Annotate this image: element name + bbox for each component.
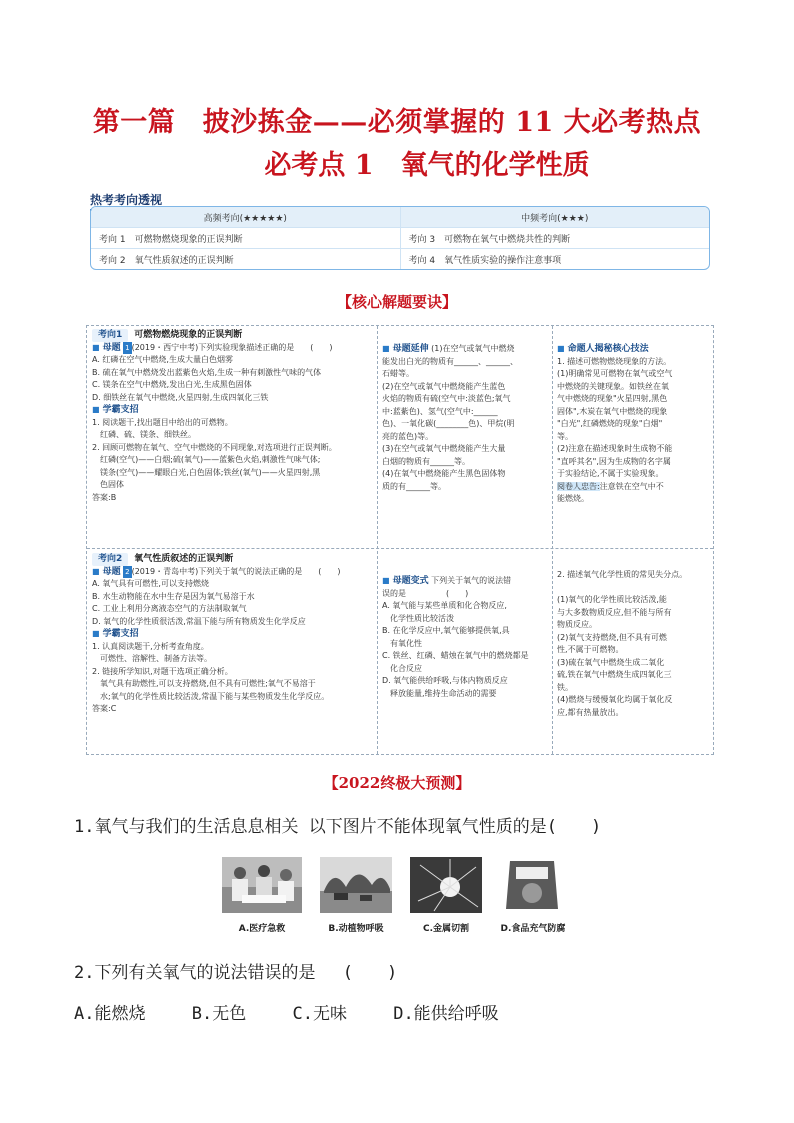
topic1-tag: 考向1 xyxy=(92,329,128,342)
topic-cell: 考向 4 氧气性质实验的操作注意事项 xyxy=(400,249,710,269)
extension-line: 中:蓝紫色)、氢气(空气中:______ xyxy=(382,406,498,416)
extension-line: (1)在空气或氧气中燃烧 xyxy=(431,344,515,353)
topic-cell: 考向 1 可燃物燃烧现象的正误判断 xyxy=(99,234,243,245)
technique-line: (2)氧气支持燃烧,但不具有可燃 xyxy=(557,632,667,642)
technique-line: 硫,铁在氧气中燃烧生成四氧化三 xyxy=(557,670,672,679)
hot-topics-table xyxy=(90,206,710,270)
topic2-technique xyxy=(552,566,712,752)
variant-line: 化学性质比较活泼 xyxy=(382,613,454,623)
question-label: ■ 母题 xyxy=(92,343,121,353)
caption-b: B.动植物呼吸 xyxy=(328,924,384,934)
topic1-main xyxy=(87,326,377,548)
technique-line: (1)明确常见可燃物在氧气或空气 xyxy=(557,369,673,378)
extension-line: 石蜡等。 xyxy=(382,369,414,378)
option: D. 细铁丝在氧气中燃烧,火星四射,生成四氧化三铁 xyxy=(92,392,269,402)
option-b[interactable]: B.无色 xyxy=(191,1004,247,1024)
topic2-variant xyxy=(377,572,552,752)
tip-line: 红磷(空气)——白烟;硫(氧气)——蓝紫色火焰,刺激性气味气体; xyxy=(92,455,321,464)
technique-line: 应,都有热量放出。 xyxy=(557,707,624,717)
tip-line: 水;氧气的化学性质比较活泼,常温下能与某些物质发生化学反应。 xyxy=(92,691,330,701)
tip-line: 2. 链接所学知识,对题干选项正确分析。 xyxy=(92,666,233,676)
variant-line: D. 氧气能供给呼吸,与体内物质反应 xyxy=(382,676,508,685)
topic1-title: 可燃物燃烧现象的正误判断 xyxy=(134,330,243,340)
variant-line: 有氧化性 xyxy=(382,638,422,648)
technique-line: (4)燃烧与缓慢氧化均属于氧化反 xyxy=(557,695,673,704)
option: A. 红磷在空气中燃烧,生成大量白色烟雾 xyxy=(92,355,233,364)
technique-line xyxy=(557,582,707,595)
variant-line: 误的是 ( ) xyxy=(382,588,469,598)
variant-label: ■ 母题变式 xyxy=(382,576,429,586)
tip-line: 2. 回顾可燃物在氧气、空气中燃烧的不同现象,对选项进行正误判断。 xyxy=(92,442,337,452)
variant-line: B. 在化学反应中,氧气能够提供氧,具 xyxy=(382,626,510,635)
option: B. 水生动物能在水中生存是因为氧气易溶于水 xyxy=(92,591,255,601)
technique-line: 气中燃烧的现象"火星四射,黑色 xyxy=(557,394,668,403)
option: D. 氧气的化学性质很活泼,常温下能与所有物质发生化学反应 xyxy=(92,616,306,626)
technique-line: 铁。 xyxy=(557,682,573,692)
technique-label: ■ 命题人揭秘核心技法 xyxy=(557,344,649,354)
extension-line: 火焰的物质有硫(空气中:淡蓝色;氧气 xyxy=(382,394,511,403)
page-title: 第一篇 披沙拣金——必须掌握的 11 大必考热点 xyxy=(92,107,702,138)
technique-line: 等。 xyxy=(557,431,573,441)
answer: 答案:B xyxy=(92,492,117,502)
tip-line: 可燃性、溶解性、制备方法等。 xyxy=(92,654,212,663)
grader-warning-label: 阅卷人忠告: xyxy=(557,481,600,491)
option: C. 工业上利用分离液态空气的方法制取氧气 xyxy=(92,604,247,613)
answer: 答案:C xyxy=(92,704,117,713)
tip-label: ■ 学霸支招 xyxy=(92,405,139,415)
tip-line: 氧气具有助燃性,可以支持燃烧,但不具有可燃性;氧气不易溶于 xyxy=(92,679,316,688)
option: C. 镁条在空气中燃烧,发出白光,生成黑色固体 xyxy=(92,380,252,389)
medical-rescue-photo xyxy=(222,857,302,913)
option-c[interactable]: C.无味 xyxy=(292,1004,347,1024)
extension-line: (4)在氧气中燃烧能产生黑色固体物 xyxy=(382,469,506,478)
page-subtitle: 必考点 1 氧气的化学性质 xyxy=(264,150,590,181)
extension-line: 能发出白光的物质有______、______、 xyxy=(382,356,518,366)
technique-line: (3)硫在氧气中燃烧生成二氧化 xyxy=(557,657,665,667)
variant-line: 释放能量,维持生命活动的需要 xyxy=(382,688,497,698)
question-number: 1 xyxy=(123,342,131,355)
extension-line: 色)、一氧化碳(________色)、甲烷(明 xyxy=(382,419,515,428)
caption-d: D.食品充气防腐 xyxy=(500,924,566,934)
tip-line: 镁条(空气)——耀眼白光,白色固体;铁丝(氧气)——火星四射,黑 xyxy=(92,467,321,477)
core-solution-table xyxy=(86,325,714,755)
option: B. 硫在氧气中燃烧发出蓝紫色火焰,生成一种有刺激性气味的气体 xyxy=(92,367,322,377)
technique-line: 2. 描述氧气化学性质的常见失分点。 xyxy=(557,570,688,579)
topic1-extension xyxy=(377,340,552,548)
animals-plants-photo xyxy=(320,857,392,913)
technique-line: "白光",红磷燃烧的现象"白烟" xyxy=(557,419,663,428)
topic2-main xyxy=(87,550,377,754)
food-package-photo xyxy=(500,857,564,913)
question-text: (2019・西宁中考)下列实验现象描述正确的是 ( ) xyxy=(131,342,333,352)
extension-line: (3)在空气或氧气中燃烧能产生大量 xyxy=(382,444,506,453)
tip-line: 色固体 xyxy=(92,480,124,489)
technique-line: (2)注意在描述现象时生成物不能 xyxy=(557,444,673,453)
metal-cutting-photo xyxy=(410,857,482,913)
extension-line: (2)在空气或氧气中燃烧能产生蓝色 xyxy=(382,381,506,391)
variant-line: 化合反应 xyxy=(382,663,422,673)
tip-line: 1. 认真阅读题干,分析考查角度。 xyxy=(92,641,209,651)
variant-line: A. 氧气能与某些单质和化合物反应, xyxy=(382,601,507,610)
question-1-images xyxy=(222,857,582,937)
tip-label: ■ 学霸支招 xyxy=(92,629,139,639)
option-d[interactable]: D.能供给呼吸 xyxy=(393,1004,499,1024)
caption-c: C.金属切割 xyxy=(422,924,470,934)
topic-cell: 考向 2 氧气性质叙述的正误判断 xyxy=(99,255,234,266)
section-predict-heading: 【2022终极大预测】 xyxy=(323,774,471,792)
topic2-title: 氧气性质叙述的正误判断 xyxy=(134,554,234,564)
tip-line: 红磷、硫、镁条、细铁丝。 xyxy=(92,430,196,439)
topic1-technique xyxy=(552,340,712,548)
extension-line: 白烟的物质有______等。 xyxy=(382,456,470,466)
technique-line: 性,不属于可燃物。 xyxy=(557,645,624,654)
extension-label: ■ 母题延伸 xyxy=(382,344,429,354)
question-number: 2 xyxy=(123,566,131,579)
question-label: ■ 母题 xyxy=(92,567,121,577)
variant-line: 下列关于氧气的说法错 xyxy=(431,576,512,585)
mid-frequency-header: 中频考向(★★★) xyxy=(400,207,710,227)
technique-line: 物质反应。 xyxy=(557,620,597,629)
high-frequency-header: 高频考向(★★★★★) xyxy=(203,213,287,224)
technique-line: (1)氧气的化学性质比较活泼,能 xyxy=(557,595,667,604)
technique-line: 注意铁在空气中不 xyxy=(599,481,664,491)
topic2-tag: 考向2 xyxy=(92,553,128,566)
option: A. 氧气具有可燃性,可以支持燃烧 xyxy=(92,579,209,588)
question-1: 1.氧气与我们的生活息息相关 以下图片不能体现氧气性质的是( ) xyxy=(74,817,602,837)
technique-line: 中燃烧的关键现象。如铁丝在氧 xyxy=(557,381,669,391)
technique-line: 1. 描述可燃物燃烧现象的方法。 xyxy=(557,356,672,366)
question-2: 2.下列有关氧气的说法错误的是 ( ) xyxy=(74,963,398,983)
technique-line: "直呼其名",因为生成物的名字属 xyxy=(557,456,671,466)
variant-line: C. 铁丝、红磷、蜡烛在氧气中的燃烧都是 xyxy=(382,651,529,660)
question-text: (2019・青岛中考)下列关于氧气的说法正确的是 ( ) xyxy=(131,566,341,576)
topic-cell: 考向 3 可燃物在氧气中燃烧共性的判断 xyxy=(400,228,710,248)
technique-line: 与大多数物质反应,但不能与所有 xyxy=(557,607,672,617)
extension-line: 质的有______等。 xyxy=(382,481,446,491)
question-2-options xyxy=(74,999,535,1024)
extension-line: 亮的蓝色)等。 xyxy=(382,431,434,441)
hot-topics-heading: 热考考向透视 xyxy=(90,191,208,211)
section-core-heading: 【核心解题要诀】 xyxy=(336,293,457,311)
tip-line: 1. 阅读题干,找出题目中给出的可燃物。 xyxy=(92,417,233,427)
technique-line: 能燃烧。 xyxy=(557,494,589,503)
option-a[interactable]: A.能燃烧 xyxy=(74,1004,146,1024)
technique-line: 固体",木炭在氧气中燃烧的现象 xyxy=(557,406,668,416)
caption-a: A.医疗急救 xyxy=(238,924,286,934)
technique-line: 于实验结论,不属于实验现象。 xyxy=(557,469,664,478)
